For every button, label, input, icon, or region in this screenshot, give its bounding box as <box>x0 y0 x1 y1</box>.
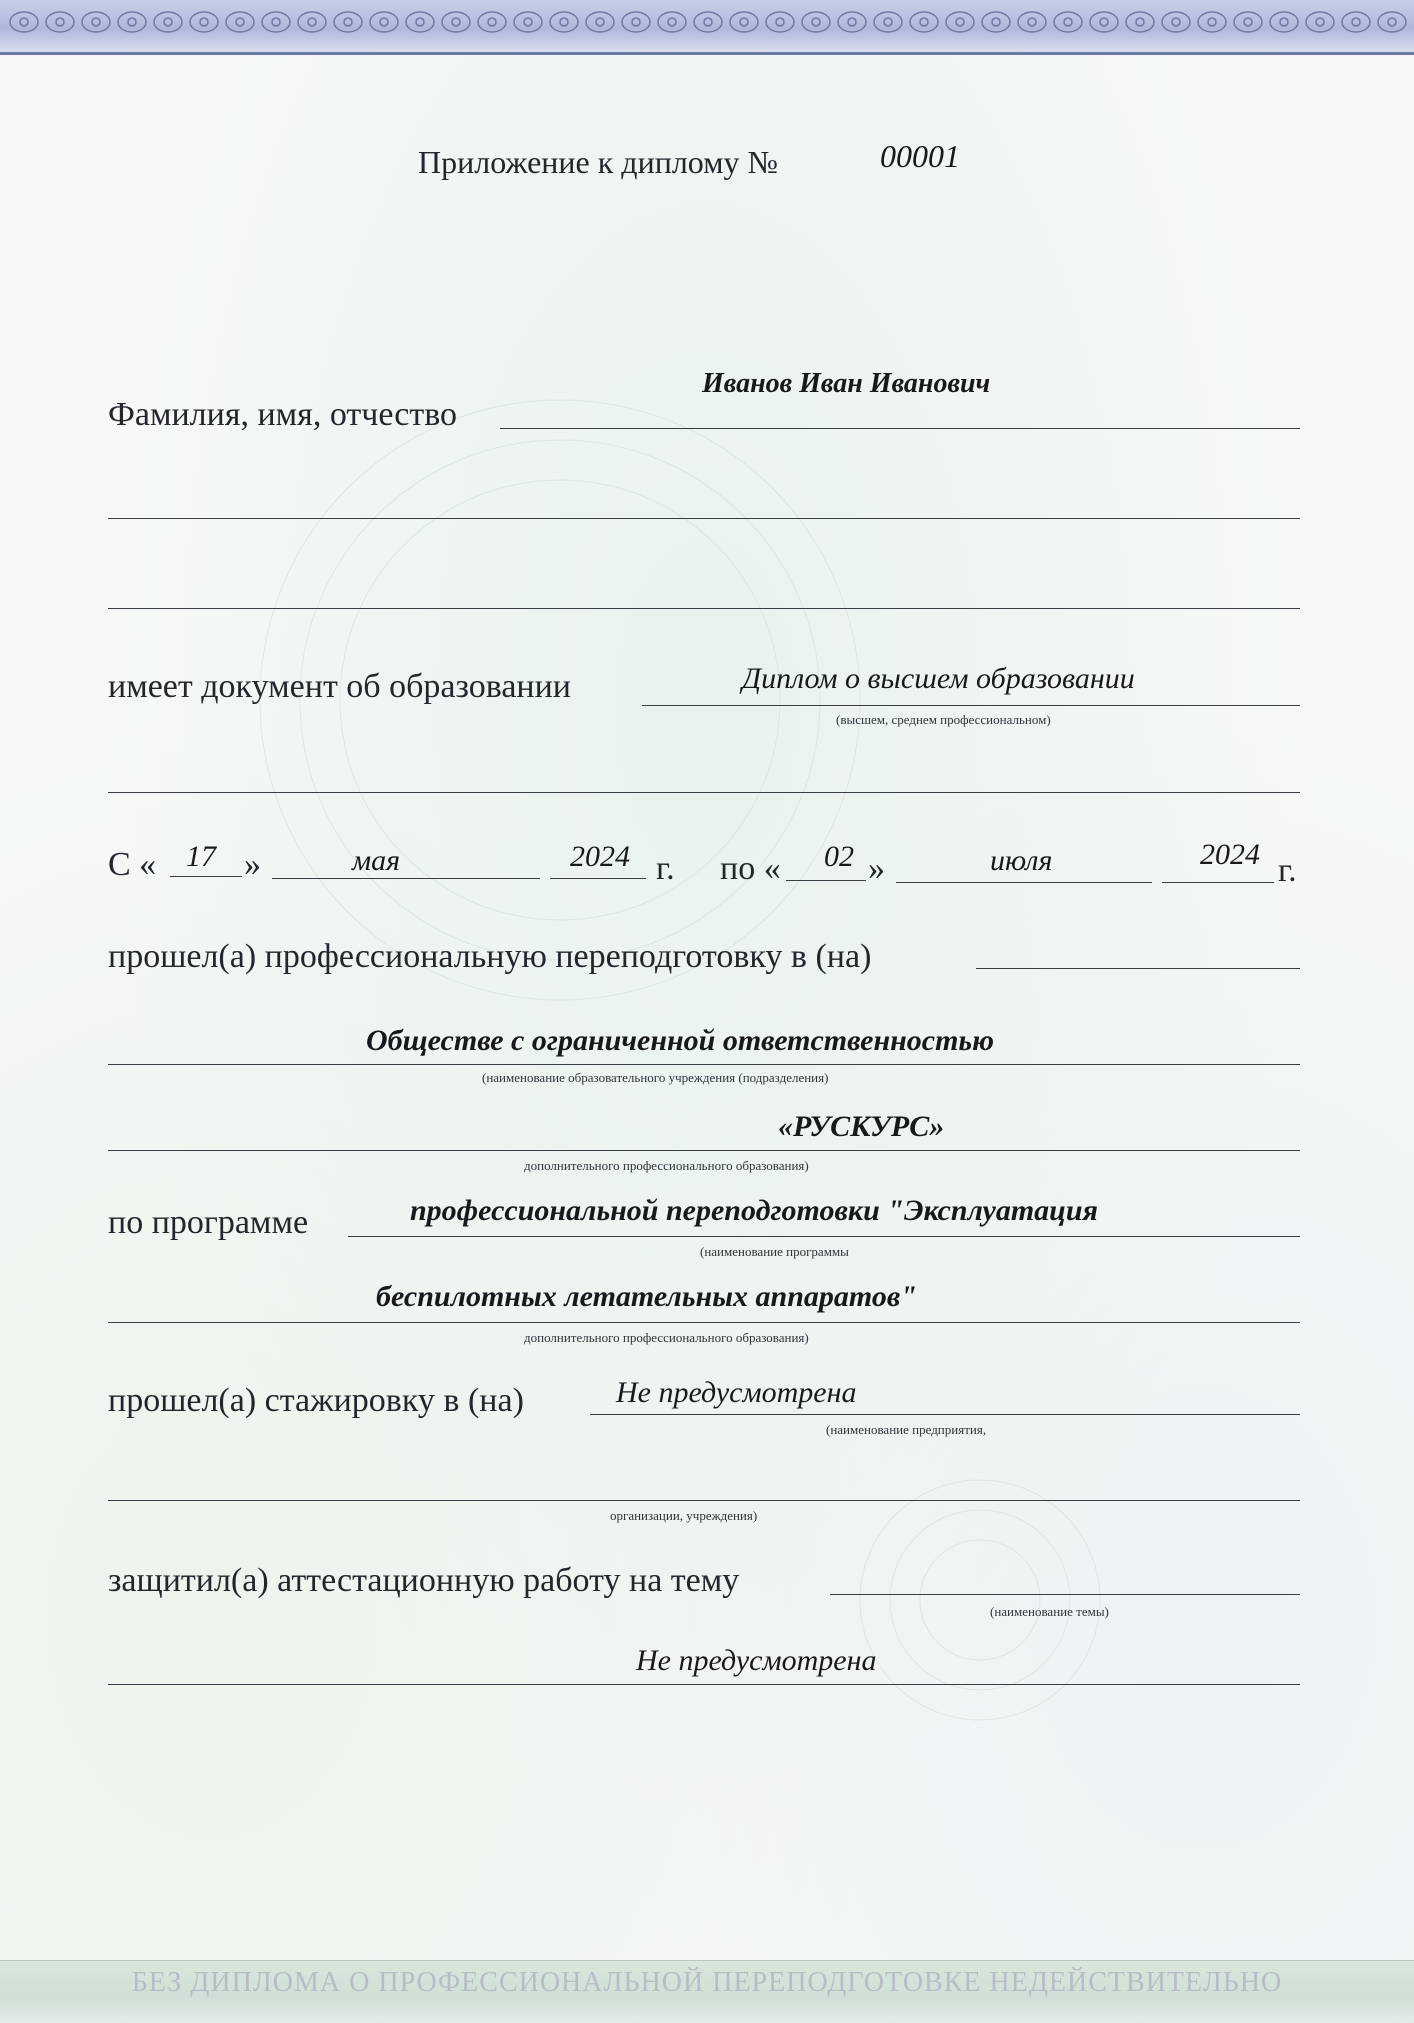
to-year-suffix: г. <box>1278 852 1297 889</box>
internship-rule-2 <box>108 1500 1300 1501</box>
education-label: имеет документ об образовании <box>108 668 572 705</box>
to-day-line <box>786 880 866 881</box>
to-year-line <box>1162 882 1274 883</box>
from-day-line <box>170 876 242 877</box>
program-rule-2 <box>108 1322 1300 1323</box>
to-month: июля <box>990 844 1053 877</box>
fio-line <box>500 428 1300 429</box>
thesis-value: Не предусмотрена <box>636 1644 877 1677</box>
internship-hint-1: (наименование предприятия, <box>826 1422 987 1437</box>
organization-hint-1: (наименование образовательного учреждения (подразделения) <box>482 1070 829 1085</box>
program-label: по программе <box>108 1204 309 1241</box>
fio-line-2 <box>108 518 1300 519</box>
appendix-title: Приложение к диплому № <box>418 144 778 180</box>
from-day: 17 <box>186 840 216 873</box>
to-quote-close: » <box>868 850 885 887</box>
from-month-line <box>272 878 540 879</box>
education-value: Диплом о высшем образовании <box>742 662 1135 695</box>
internship-hint-2: организации, учреждения) <box>610 1508 758 1523</box>
internship-label: прошел(а) стажировку в (на) <box>108 1382 524 1419</box>
from-year-suffix: г. <box>656 850 675 887</box>
organization-rule-2 <box>108 1150 1300 1151</box>
organization-line-1: Обществе с ограниченной ответственностью <box>366 1024 995 1057</box>
internship-rule <box>590 1414 1300 1415</box>
organization-line-2: «РУСКУРС» <box>778 1110 945 1143</box>
organization-hint-2: дополнительного профессионального образования) <box>524 1158 809 1173</box>
education-line-2 <box>108 792 1300 793</box>
fio-value: Иванов Иван Иванович <box>702 368 991 399</box>
fio-label: Фамилия, имя, отчество <box>108 396 458 433</box>
internship-value: Не предусмотрена <box>616 1376 857 1409</box>
validity-notice: БЕЗ ДИПЛОМА О ПРОФЕССИОНАЛЬНОЙ ПЕРЕПОДГОТОВКЕ НЕДЕЙСТВИТЕЛЬНО <box>131 1967 1283 1998</box>
program-hint-2: дополнительного профессионального образования) <box>524 1330 809 1345</box>
to-month-line <box>896 882 1152 883</box>
program-line-1: профессиональной переподготовки "Эксплуатация <box>410 1194 1099 1227</box>
thesis-rule-2 <box>108 1684 1300 1685</box>
program-hint-1: (наименование программы <box>700 1244 849 1259</box>
education-hint: (высшем, среднем профессиональном) <box>836 712 1051 727</box>
to-day: 02 <box>824 840 854 873</box>
retrain-line <box>976 968 1300 969</box>
diploma-number: 00001 <box>880 138 960 174</box>
thesis-label: защитил(а) аттестационную работу на тему <box>108 1562 740 1599</box>
retrain-label: прошел(а) профессиональную переподготовку в (на) <box>108 938 872 975</box>
program-line-2: беспилотных летательных аппаратов" <box>376 1280 917 1313</box>
from-quote-close: » <box>244 846 261 883</box>
fio-line-3 <box>108 608 1300 609</box>
to-year: 2024 <box>1200 838 1260 871</box>
from-prefix: С « <box>108 846 157 883</box>
thesis-rule <box>830 1594 1300 1595</box>
education-line <box>642 705 1300 706</box>
from-year-line <box>550 878 646 879</box>
program-rule-1 <box>348 1236 1300 1237</box>
to-prefix: по « <box>720 850 781 887</box>
organization-rule-1 <box>108 1064 1300 1065</box>
from-month: мая <box>352 844 401 877</box>
thesis-hint: (наименование темы) <box>990 1604 1109 1619</box>
from-year: 2024 <box>570 840 630 873</box>
